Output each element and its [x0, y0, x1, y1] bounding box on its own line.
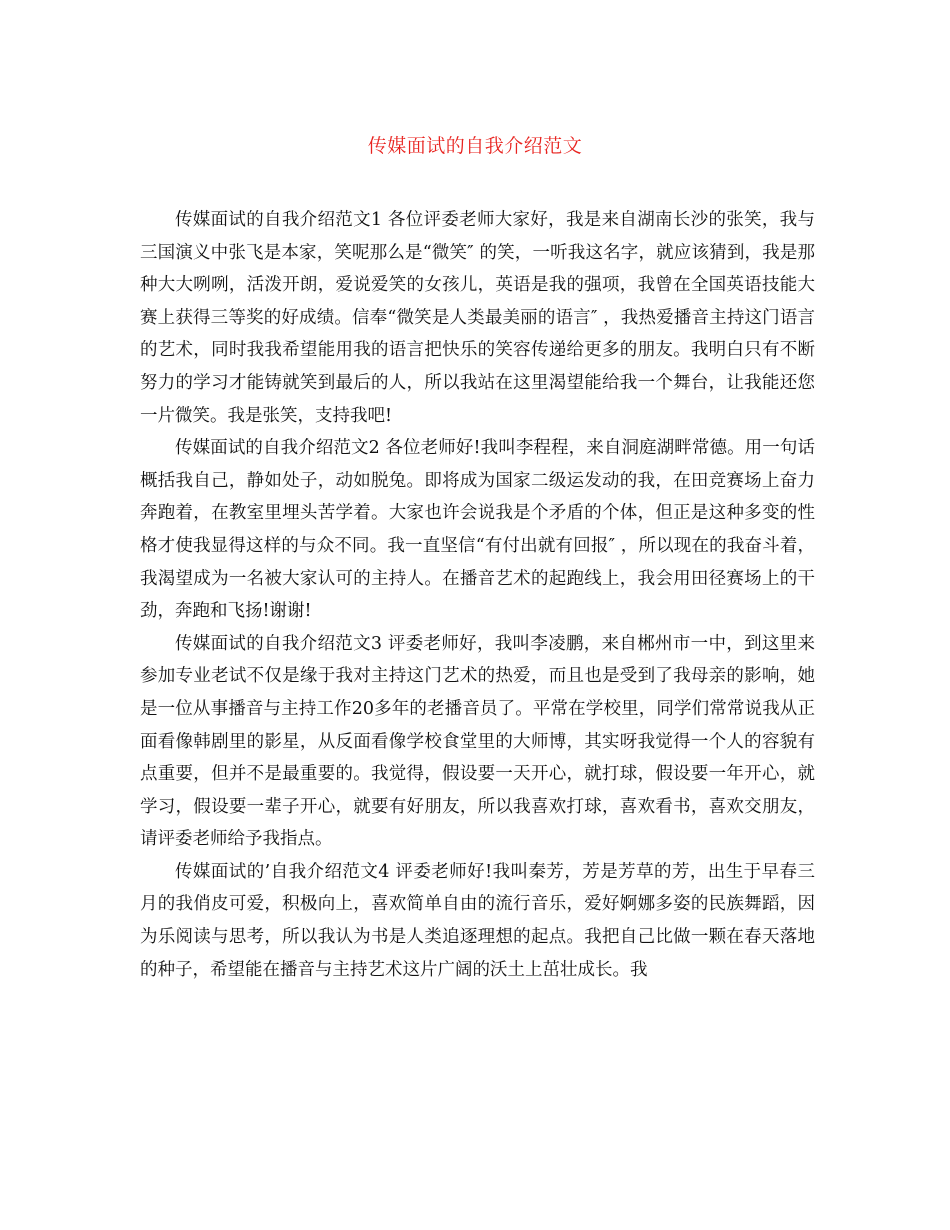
document-title: 传媒面试的自我介绍范文: [367, 135, 583, 157]
document-body: [140, 204, 815, 986]
paragraph-2: 传媒面试的自我介绍范文2 各位老师好!我叫李程程，来自洞庭湖畔常德。用一句话概括我自己，静如处子，动如脱兔。即将成为国家二级运发动的我，在田竞赛场上奋力奔跑着，在教室里埋头苦学着。大家也许会说我是个矛盾的个体，但正是这种多变的性格才使我显得这样的与众不同。我一直坚信“有付出就有回报″ ，所以现在的我奋斗着，我渴望成为一名被大家认可的主持人。在播音艺术的起跑线上，我会用田径赛场上的干劲，奔跑和飞扬!谢谢!: [140, 438, 815, 622]
paragraph-3: 传媒面试的自我介绍范文3 评委老师好，我叫李凌鹏，来自郴州市一中，到这里来参加专业老试不仅是缘于我对主持这门艺术的热爱，而且也是受到了我母亲的影响，她是一位从事播音与主持工作20多年的老播音员了。平常在学校里，同学们常常说我从正面看像韩剧里的影星，从反面看像学校食堂里的大师博，其实呀我觉得一个人的容貌有点重要，但并不是最重要的。我觉得，假设要一天开心，就打球，假设要一年开心，就学习，假设要一辈子开心，就要有好朋友，所以我喜欢打球，喜欢看书，喜欢交朋友，请评委老师给予我指点。: [140, 633, 815, 850]
paragraph-4: 传媒面试的’自我介绍范文4 评委老师好!我叫秦芳，芳是芳草的芳，出生于早春三月的我俏皮可爱，积极向上，喜欢简单自由的流行音乐，爱好婀娜多姿的民族舞蹈，因为乐阅读与思考，所以我认为书是人类追逐理想的起点。我把自己比做一颗在春天落地的种子，希望能在播音与主持艺术这片广阔的沃土上茁壮成长。我: [140, 861, 815, 980]
paragraph-1: 传媒面试的自我介绍范文1 各位评委老师大家好，我是来自湖南长沙的张笑，我与三国演义中张飞是本家，笑呢那么是“微笑″ 的笑，一听我这名字，就应该猜到，我是那种大大咧咧，活泼开朗，爱说爱笑的女孩儿，英语是我的强项，我曾在全国英语技能大赛上获得三等奖的好成绩。信奉“微笑是人类最美丽的语言″ ，我热爱播音主持这门语言的艺术，同时我我希望能用我的语言把快乐的笑容传递给更多的朋友。我明白只有不断努力的学习才能铸就笑到最后的人，所以我站在这里渴望能给我一个舞台，让我能还您一片微笑。我是张笑，支持我吧!: [140, 210, 815, 426]
